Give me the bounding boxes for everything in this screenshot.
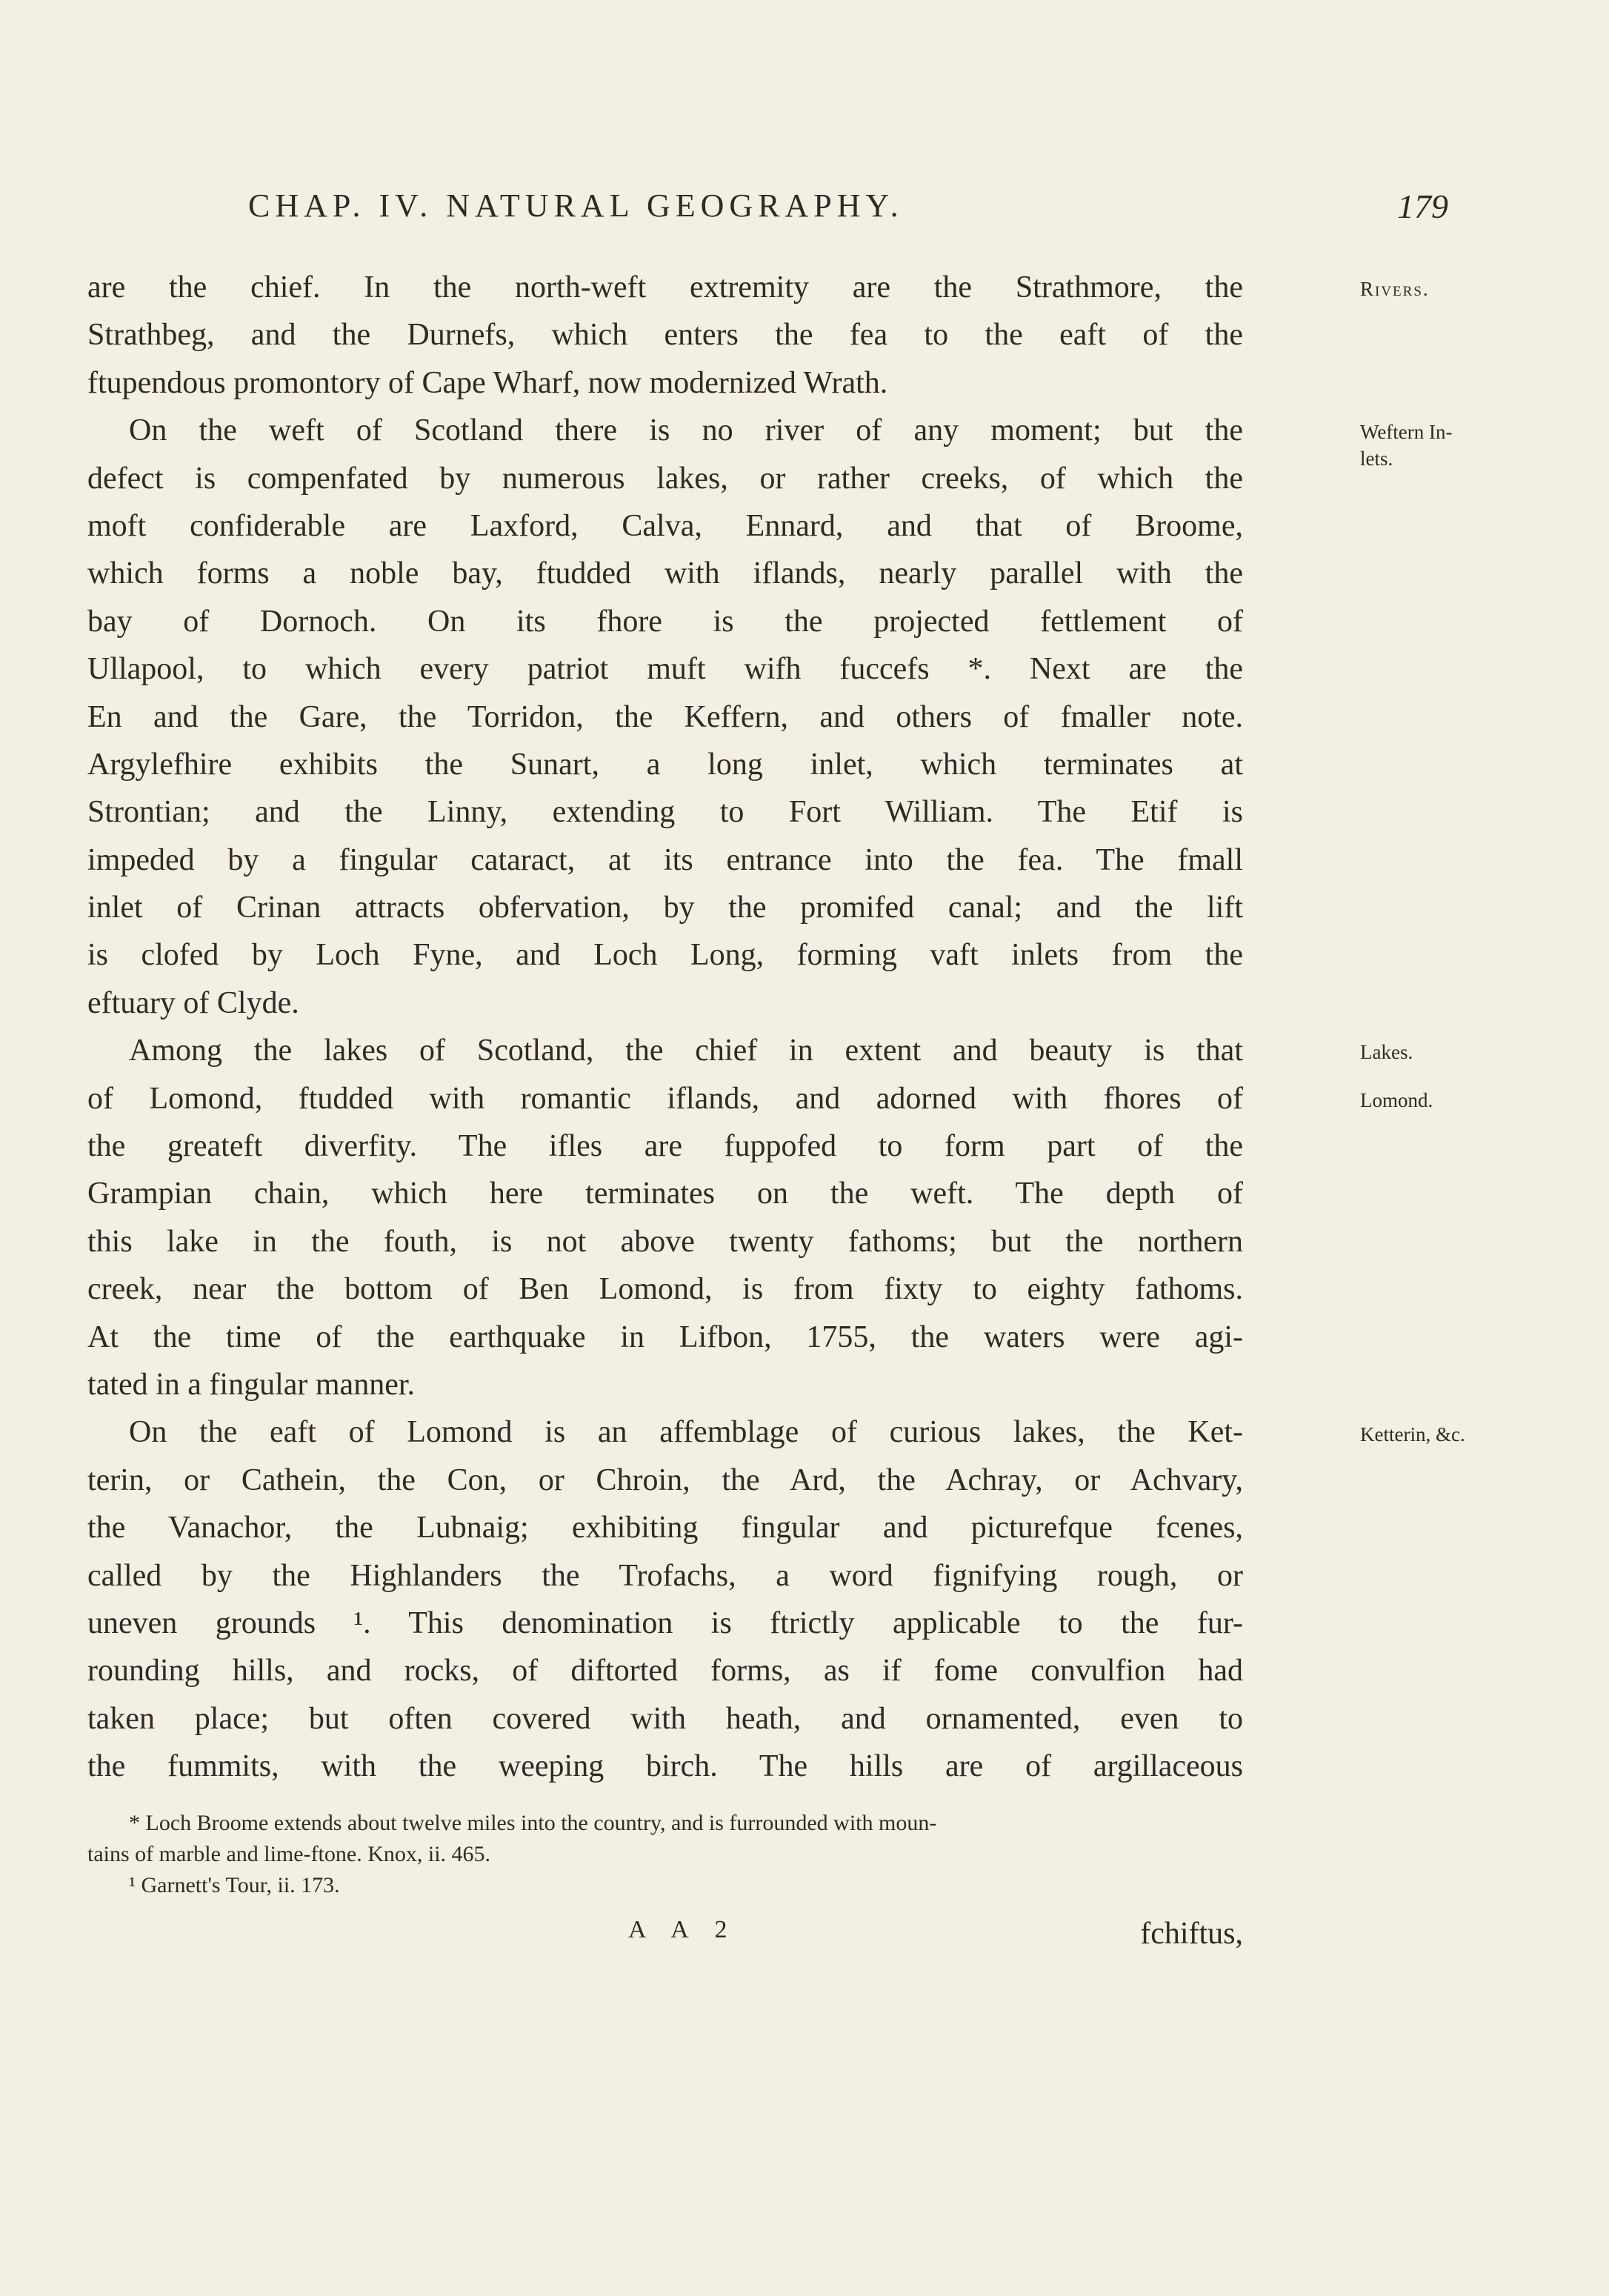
text-line: called by the Highlanders the Trofachs, a word fignifying rough, or (87, 1558, 1243, 1593)
page-header (248, 187, 1448, 231)
margin-note: Rivers. (1360, 278, 1430, 300)
text-line: On the weft of Scotland there is no river of any moment; but the (129, 413, 1243, 448)
text-line: Argylefhire exhibits the Sunart, a long inlet, which terminates at (87, 747, 1243, 782)
margin-note: Lakes. (1360, 1041, 1413, 1064)
text-line: of Lomond, ftudded with romantic iflands, and adorned with fhores of (87, 1081, 1243, 1116)
text-line: Strontian; and the Linny, extending to Fort William. The Etif is (87, 795, 1243, 830)
text-line: bay of Dornoch. On its fhore is the projected fettlement of (87, 604, 1243, 639)
footnotes (87, 1808, 1243, 1901)
margin-note: Ketterin, &c. (1360, 1422, 1465, 1445)
text-line: are the chief. In the north-weft extremity are the Strathmore, the (87, 270, 1243, 305)
text-line: the Vanachor, the Lubnaig; exhibiting fingular and picturefque fcenes, (87, 1511, 1243, 1545)
running-title: CHAP. IV. NATURAL GEOGRAPHY. (248, 187, 904, 224)
text-line: taken place; but often covered with heath, and ornamented, even to (87, 1701, 1243, 1736)
signature-mark: A A 2 (628, 1916, 738, 1943)
footnote-line: * Loch Broome extends about twelve miles into the country, and is furrounded with moun- (129, 1811, 937, 1835)
text-line: En and the Gare, the Torridon, the Keffern, and others of fmaller note. (87, 699, 1243, 734)
text-line: moft confiderable are Laxford, Calva, Ennard, and that of Broome, (87, 508, 1243, 543)
text-line: Grampian chain, which here terminates on the weft. The depth of (87, 1177, 1243, 1211)
text-line: Among the lakes of Scotland, the chief in extent and beauty is that (129, 1034, 1243, 1068)
margin-note: Lomond. (1360, 1088, 1433, 1111)
margin-note: lets. (1360, 447, 1393, 470)
text-line: tated in a fingular manner. (87, 1367, 416, 1402)
text-line: uneven grounds ¹. This denomination is ftrictly applicable to the fur- (87, 1605, 1243, 1640)
text-line: defect is compenfated by numerous lakes, or rather creeks, of which the (87, 461, 1243, 496)
margin-note: Weftern In- (1360, 421, 1453, 444)
text-line: ftupendous promontory of Cape Wharf, now modernized Wrath. (87, 365, 888, 400)
page-number: 179 (1397, 187, 1448, 225)
text-line: On the eaft of Lomond is an affemblage of curious lakes, the Ket- (129, 1415, 1243, 1450)
text-line: inlet of Crinan attracts obfervation, by the promifed canal; and the lift (87, 891, 1243, 925)
text-line: the fummits, with the weeping birch. The hills are of argillaceous (87, 1749, 1243, 1784)
catchword: fchiftus, (1140, 1917, 1243, 1951)
footnote-line: ¹ Garnett's Tour, ii. 173. (129, 1873, 340, 1897)
footnote-line: tains of marble and lime-ftone. Knox, ii. 465. (87, 1842, 491, 1866)
body-text (87, 264, 1465, 1791)
text-line: At the time of the earthquake in Lifbon, 1755, the waters were agi- (87, 1320, 1243, 1354)
text-line: this lake in the fouth, is not above twenty fathoms; but the northern (87, 1224, 1243, 1259)
text-line: creek, near the bottom of Ben Lomond, is from fixty to eighty fathoms. (87, 1272, 1243, 1307)
text-line: rounding hills, and rocks, of diftorted forms, as if fome convulfion had (87, 1654, 1243, 1688)
text-line: eftuary of Clyde. (87, 985, 299, 1020)
text-line: terin, or Cathein, the Con, or Chroin, the Ard, the Achray, or Achvary, (87, 1463, 1243, 1497)
text-line: which forms a noble bay, ftudded with iflands, nearly parallel with the (87, 556, 1243, 591)
text-line: the greateft diverfity. The ifles are fuppofed to form part of the (87, 1129, 1243, 1164)
signature-line (87, 1916, 1243, 1953)
text-line: is clofed by Loch Fyne, and Loch Long, forming vaft inlets from the (87, 938, 1243, 973)
text-line: Strathbeg, and the Durnefs, which enters the fea to the eaft of the (87, 318, 1243, 353)
text-line: impeded by a fingular cataract, at its entrance into the fea. The fmall (87, 842, 1243, 877)
text-line: Ullapool, to which every patriot muft wifh fuccefs *. Next are the (87, 652, 1243, 687)
